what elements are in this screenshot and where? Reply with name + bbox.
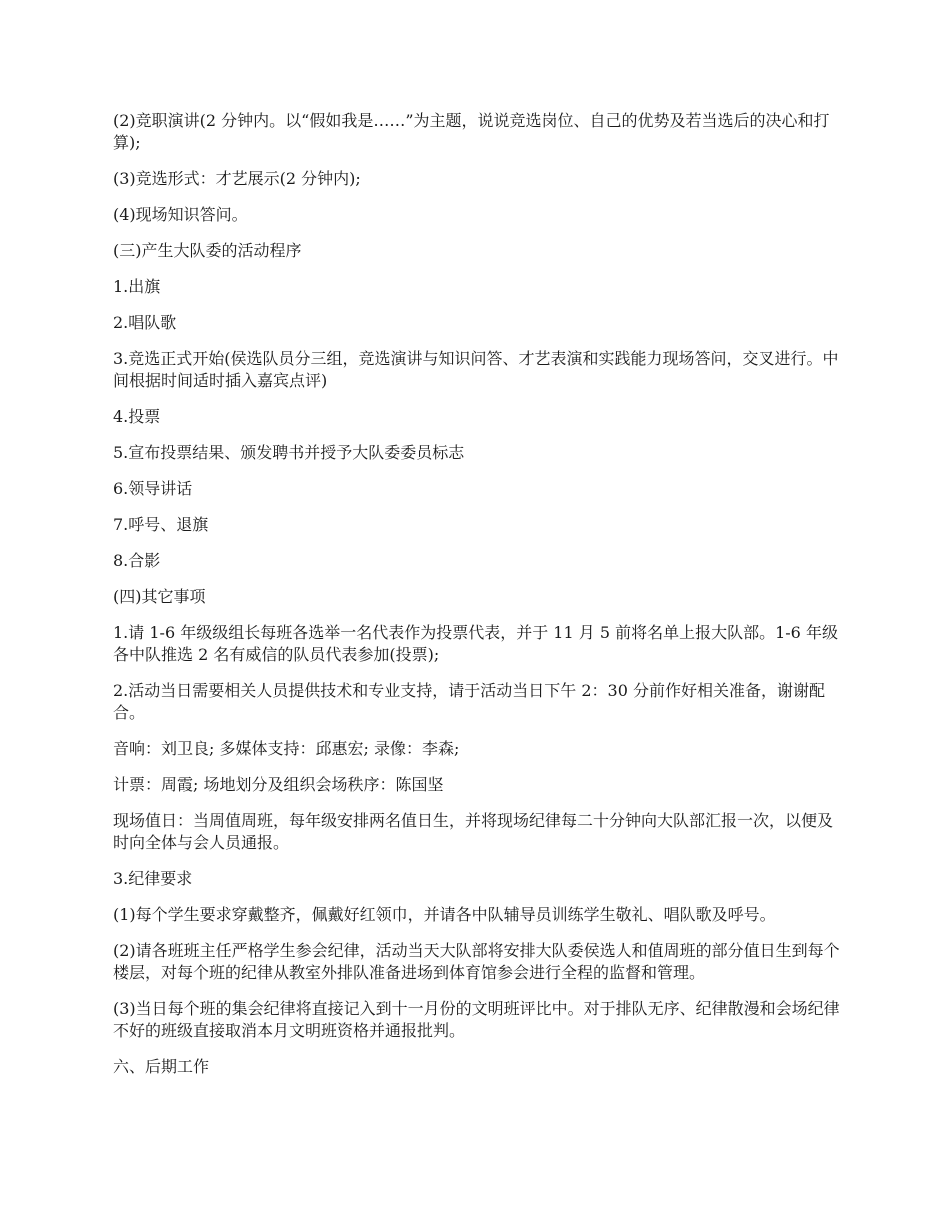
procedure-step: 1.出旗	[113, 277, 161, 296]
paragraph-duty: 现场值日：当周值周班，每年级安排两名值日生，并将现场纪律每二十分钟向大队部汇报一次，以便及时向全体与会人员通报。	[113, 811, 834, 852]
document-body	[113, 110, 843, 1092]
paragraph-voting-representatives: 1.请 1-6 年级级组长每班各选举一名代表作为投票代表，并于 11 月 5 前将名单上报大队部。1-6 年级各中队推选 2 名有威信的队员代表参加(投票);	[113, 623, 838, 664]
section-heading-procedure: (三)产生大队委的活动程序	[113, 241, 302, 260]
procedure-step: 8.合影	[113, 551, 161, 570]
procedure-step: 7.呼号、退旗	[113, 515, 209, 534]
paragraph-knowledge-qa: (4)现场知识答问。	[113, 205, 248, 224]
paragraph-staff-av: 音响：刘卫良; 多媒体支持：邱惠宏; 录像：李森;	[113, 739, 460, 758]
paragraph-discipline-teachers: (2)请各班班主任严格学生参会纪律，活动当天大队部将安排大队委侯选人和值周班的部分值日生到每个楼层，对每个班的纪律从教室外排队准备进场到体育馆参会进行全程的监督和管理。	[113, 941, 840, 982]
section-heading-discipline: 3.纪律要求	[113, 869, 193, 888]
procedure-step: 6.领导讲话	[113, 479, 193, 498]
paragraph-talent-show: (3)竞选形式：才艺展示(2 分钟内);	[113, 169, 361, 188]
section-heading-follow-up: 六、后期工作	[113, 1057, 210, 1076]
paragraph-discipline-evaluation: (3)当日每个班的集会纪律将直接记入到十一月份的文明班评比中。对于排队无序、纪律散漫和会场纪律不好的班级直接取消本月文明班资格并通报批判。	[113, 999, 840, 1040]
procedure-step: 2.唱队歌	[113, 313, 177, 332]
paragraph-discipline-dress: (1)每个学生要求穿戴整齐，佩戴好红领巾，并请各中队辅导员训练学生敬礼、唱队歌及呼号。	[113, 905, 776, 924]
procedure-step: 4.投票	[113, 407, 161, 426]
section-heading-other-matters: (四)其它事项	[113, 587, 206, 606]
procedure-step: 5.宣布投票结果、颁发聘书并授予大队委委员标志	[113, 443, 465, 462]
paragraph-speech: (2)竞职演讲(2 分钟内。以“假如我是……”为主题，说说竞选岗位、自己的优势及若当选后的决心和打算);	[113, 111, 830, 152]
paragraph-staff-counting: 计票：周霞; 场地划分及组织会场秩序：陈国坚	[113, 775, 444, 794]
paragraph-technical-support: 2.活动当日需要相关人员提供技术和专业支持，请于活动当日下午 2：30 分前作好相关准备，谢谢配合。	[113, 681, 825, 722]
procedure-step: 3.竞选正式开始(侯选队员分三组，竞选演讲与知识问答、才艺表演和实践能力现场答问，交叉进行。中间根据时间适时插入嘉宾点评)	[113, 349, 839, 390]
